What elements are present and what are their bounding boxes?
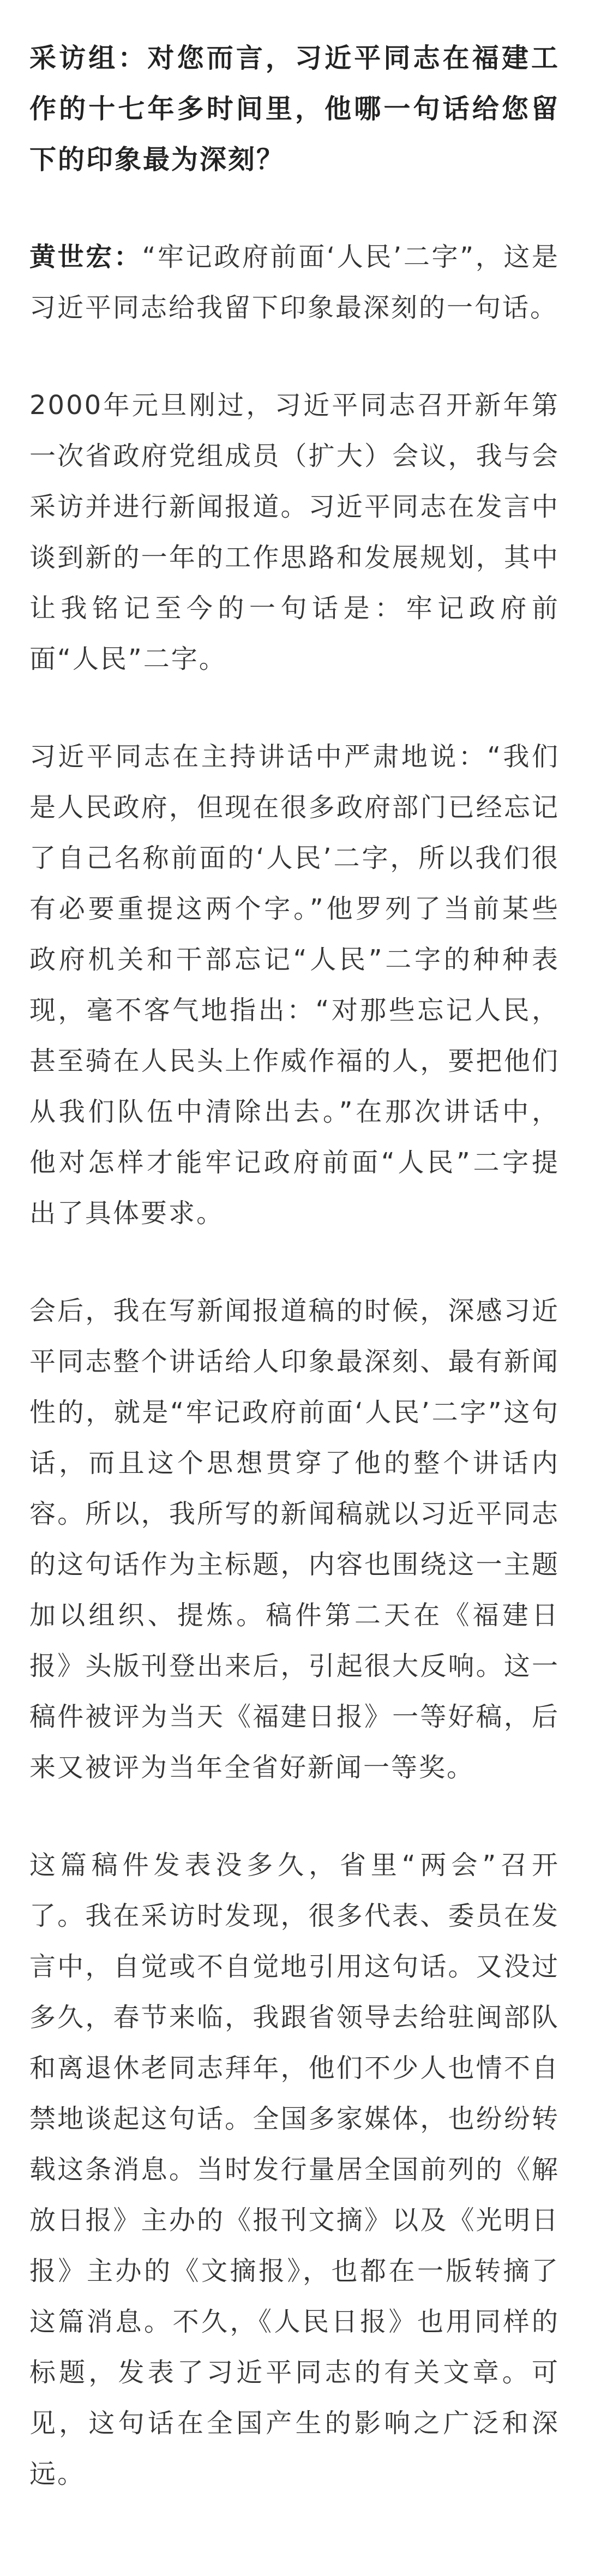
- answer-paragraph: 习近平同志在主持讲话中严肃地说：“我们是人民政府，但现在很多政府部门已经忘记了自己名称前面的‘人民’二字，所以我们很有必要重提这两个字。”他罗列了当前某些政府机关和干部忘记“人民”二字的种种表现，毫不客气地指出：“对那些忘记人民，甚至骑在人民头上作威作福的人，要把他们从我们队伍中清除出去。”在那次讲话中，他对怎样才能牢记政府前面“人民”二字提出了具体要求。: [29, 741, 560, 1229]
- interview-question: 采访组：对您而言，习近平同志在福建工作的十七年多时间里，他哪一句话给您留下的印象最为深刻？: [29, 43, 560, 175]
- answer-paragraph: 会后，我在写新闻报道稿的时候，深感习近平同志整个讲话给人印象最深刻、最有新闻性的，就是“牢记政府前面‘人民’二字”这句话，而且这个思想贯穿了他的整个讲话内容。所以，我所写的新闻稿就以习近平同志的这句话作为主标题，内容也围绕这一主题加以组织、提炼。稿件第二天在《福建日报》头版刊登出来后，引起很大反响。这一稿件被评为当天《福建日报》一等好稿，后来又被评为当年全省好新闻一等奖。: [29, 1296, 560, 1783]
- answer-paragraph: 这篇稿件发表没多久，省里“两会”召开了。我在采访时发现，很多代表、委员在发言中，自觉或不自觉地引用这句话。又没过多久，春节来临，我跟省领导去给驻闽部队和离退休老同志拜年，他们不少人也情不自禁地谈起这句话。全国多家媒体，也纷纷转载这条消息。当时发行量居全国前列的《解放日报》主办的《报刊文摘》以及《光明日报》主办的《文摘报》，也都在一版转摘了这篇消息。不久，《人民日报》也用同样的标题，发表了习近平同志的有关文章。可见，这句话在全国产生的影响之广泛和深远。: [29, 1850, 560, 2489]
- answer-intro-text: “牢记政府前面‘人民’二字”，这是习近平同志给我留下印象最深刻的一句话。: [29, 242, 560, 323]
- answer-paragraph: 2000年元旦刚过，习近平同志召开新年第一次省政府党组成员（扩大）会议，我与会采访并进行新闻报道。习近平同志在发言中谈到新的一年的工作思路和发展规划，其中让我铭记至今的一句话是：牢记政府前面“人民”二字。: [29, 390, 560, 674]
- answer-paragraph-intro: [29, 232, 560, 333]
- speaker-name: 黄世宏：: [29, 242, 142, 272]
